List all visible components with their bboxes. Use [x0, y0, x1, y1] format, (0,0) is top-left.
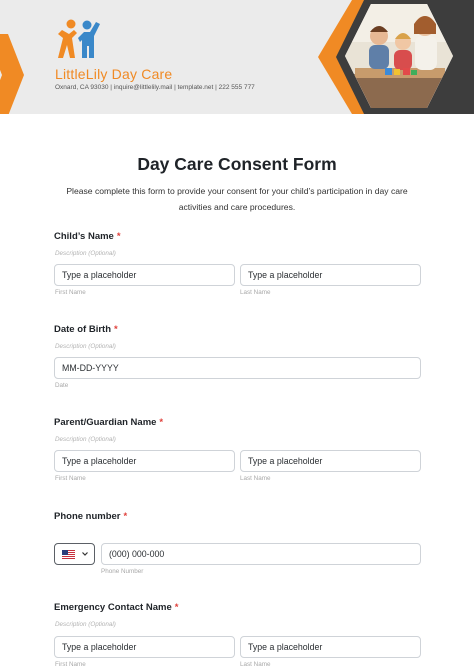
required-asterisk: * [174, 602, 179, 613]
last-name-sublabel: Last Name [240, 475, 271, 482]
brand-name: LittleLily Day Care [55, 66, 173, 82]
guardian-last-name-input[interactable]: Type a placeholder [240, 450, 421, 472]
brand-contact-line: Oxnard, CA 93030 | inquire@littlelily.mail | template.net | 222 555 777 [55, 84, 255, 91]
parent-guardian-description: Description (Optional) [55, 436, 116, 443]
phone-number-input[interactable]: (000) 000-000 [101, 543, 421, 565]
field-label-text: Date of Birth [54, 324, 111, 335]
first-name-sublabel: First Name [55, 475, 86, 482]
required-asterisk: * [123, 511, 128, 522]
date-of-birth-input[interactable]: MM-DD-YYYY [54, 357, 421, 379]
left-hexagon-decoration [0, 34, 26, 114]
date-of-birth-description: Description (Optional) [55, 343, 116, 350]
field-label-text: Child’s Name [54, 231, 114, 242]
littlelily-logo-icon [58, 18, 102, 62]
first-name-sublabel: First Name [55, 289, 86, 296]
emergency-last-name-input[interactable]: Type a placeholder [240, 636, 421, 658]
date-of-birth-label [54, 324, 118, 335]
letterhead [0, 0, 474, 114]
required-asterisk: * [114, 324, 118, 335]
last-name-sublabel: Last Name [240, 289, 271, 296]
childs-name-description: Description (Optional) [55, 250, 116, 257]
first-name-sublabel: First Name [55, 661, 86, 668]
date-sublabel: Date [55, 382, 69, 389]
country-code-select[interactable] [54, 543, 95, 565]
field-label-text: Phone number [54, 511, 121, 522]
required-asterisk: * [116, 231, 121, 242]
emergency-first-name-input[interactable]: Type a placeholder [54, 636, 235, 658]
guardian-first-name-input[interactable]: Type a placeholder [54, 450, 235, 472]
last-name-sublabel: Last Name [240, 661, 271, 668]
form-title: Day Care Consent Form [137, 154, 337, 174]
emergency-contact-label [54, 602, 178, 613]
children-photo [345, 2, 453, 110]
phone-number-sublabel: Phone Number [101, 568, 144, 575]
parent-guardian-name-label [54, 417, 163, 428]
chevron-down-icon [81, 550, 89, 558]
child-last-name-input[interactable]: Type a placeholder [240, 264, 421, 286]
us-flag-icon [62, 550, 75, 559]
field-label-text: Emergency Contact Name [54, 602, 172, 613]
form-intro: Please complete this form to provide your consent for your child’s participation in day care activities and care procedures. [66, 186, 408, 212]
childs-name-label [54, 231, 121, 242]
phone-number-label [54, 511, 127, 522]
required-asterisk: * [159, 417, 164, 428]
field-label-text: Parent/Guardian Name [54, 417, 157, 428]
child-first-name-input[interactable]: Type a placeholder [54, 264, 235, 286]
emergency-contact-description: Description (Optional) [55, 621, 116, 628]
